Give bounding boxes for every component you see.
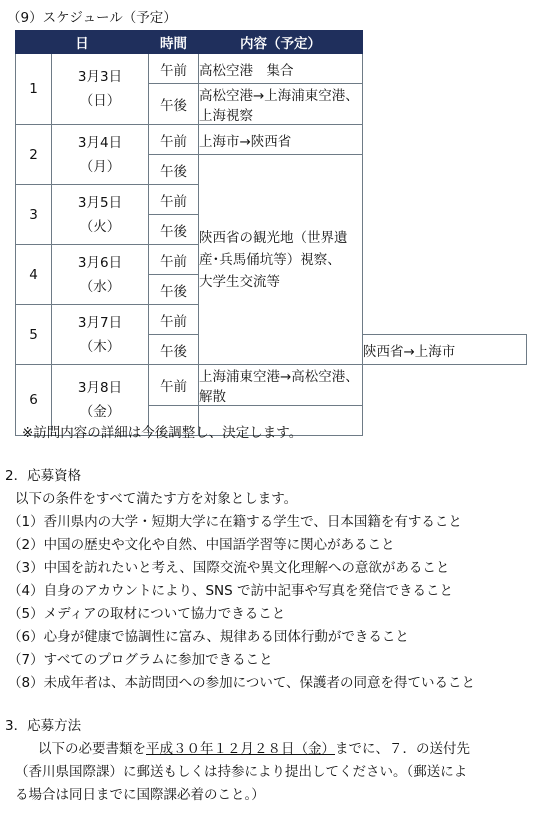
time-am: 午前 [149,365,199,406]
qualifications-heading: 2．応募資格 [5,468,82,484]
deadline-text: 平成３０年１２月２８日（金） [146,741,335,757]
qualification-item: （3）中国を訪れたいと考え、国際交流や異文化理解への意欲があること [8,560,450,576]
time-pm: 午後 [149,84,199,125]
day-date: 3月8日 （金） [52,365,149,436]
qualification-item: （7）すべてのプログラムに参加できること [8,652,273,668]
day-date: 3月4日 （月） [52,125,149,185]
content-cell: 上海市→陝西省 [199,125,363,155]
schedule-note: ※訪問内容の詳細は今後調整し、決定します。 [22,425,303,441]
method-heading: 3．応募方法 [5,718,82,734]
content-cell: 上海浦東空港→高松空港、解散 [199,365,363,406]
header-content: 内容（予定） [199,31,363,54]
time-pm: 午後 [149,215,199,245]
qualification-item: （4）自身のアカウントにより、SNS で訪中記事や写真を発信できること [8,583,453,599]
method-line-2: （香川県国際課）に郵送もしくは持参により提出してください。（郵送によ [15,764,468,780]
qualifications-intro: 以下の条件をすべて満たす方を対象とします。 [15,491,298,507]
day-number: 2 [16,125,52,185]
day-date: 3月5日 （火） [52,185,149,245]
qualification-item: （1）香川県内の大学・短期大学に在籍する学生で、日本国籍を有すること [8,514,462,530]
header-time: 時間 [149,31,199,54]
merged-content-cell: 陝西省の観光地（世界遺産･兵馬俑坑等）視察、 大学生交流等 [199,155,363,365]
schedule-header-row [16,31,527,54]
day-number: 6 [16,365,52,436]
qualification-item: （2）中国の歴史や文化や自然、中国語学習等に関心があること [8,537,395,553]
table-row [16,365,527,406]
day-date: 3月3日 （日） [52,54,149,125]
header-day: 日 [16,31,149,54]
schedule-table [15,30,527,436]
time-pm: 午後 [149,335,199,365]
time-am: 午前 [149,245,199,275]
time-am: 午前 [149,125,199,155]
day-number: 4 [16,245,52,305]
day-date: 3月6日 （水） [52,245,149,305]
schedule-heading: （9）スケジュール（予定） [7,10,177,26]
day-number: 3 [16,185,52,245]
content-cell: 高松空港→上海浦東空港、上海視察 [199,84,363,125]
method-line-3: る場合は同日までに国際課必着のこと。） [15,787,265,803]
day-number: 1 [16,54,52,125]
qualification-item: （5）メディアの取材について協力できること [8,606,286,622]
time-am: 午前 [149,185,199,215]
qualification-item: （6）心身が健康で協調性に富み、規律ある団体行動ができること [8,629,409,645]
day-number: 5 [16,305,52,365]
method-line-1: 以下の必要書類を平成３０年１２月２８日（金）までに、７．の送付先 [38,741,470,757]
time-pm: 午後 [149,275,199,305]
day-date: 3月7日 （木） [52,305,149,365]
time-am: 午前 [149,305,199,335]
content-cell: 高松空港 集合 [199,54,363,84]
time-am: 午前 [149,54,199,84]
time-pm: 午後 [149,155,199,185]
table-row [16,54,527,84]
table-row [16,125,527,155]
content-cell: 陝西省→上海市 [363,335,527,365]
qualification-item: （8）未成年者は、本訪問団への参加について、保護者の同意を得ていること [8,675,476,691]
